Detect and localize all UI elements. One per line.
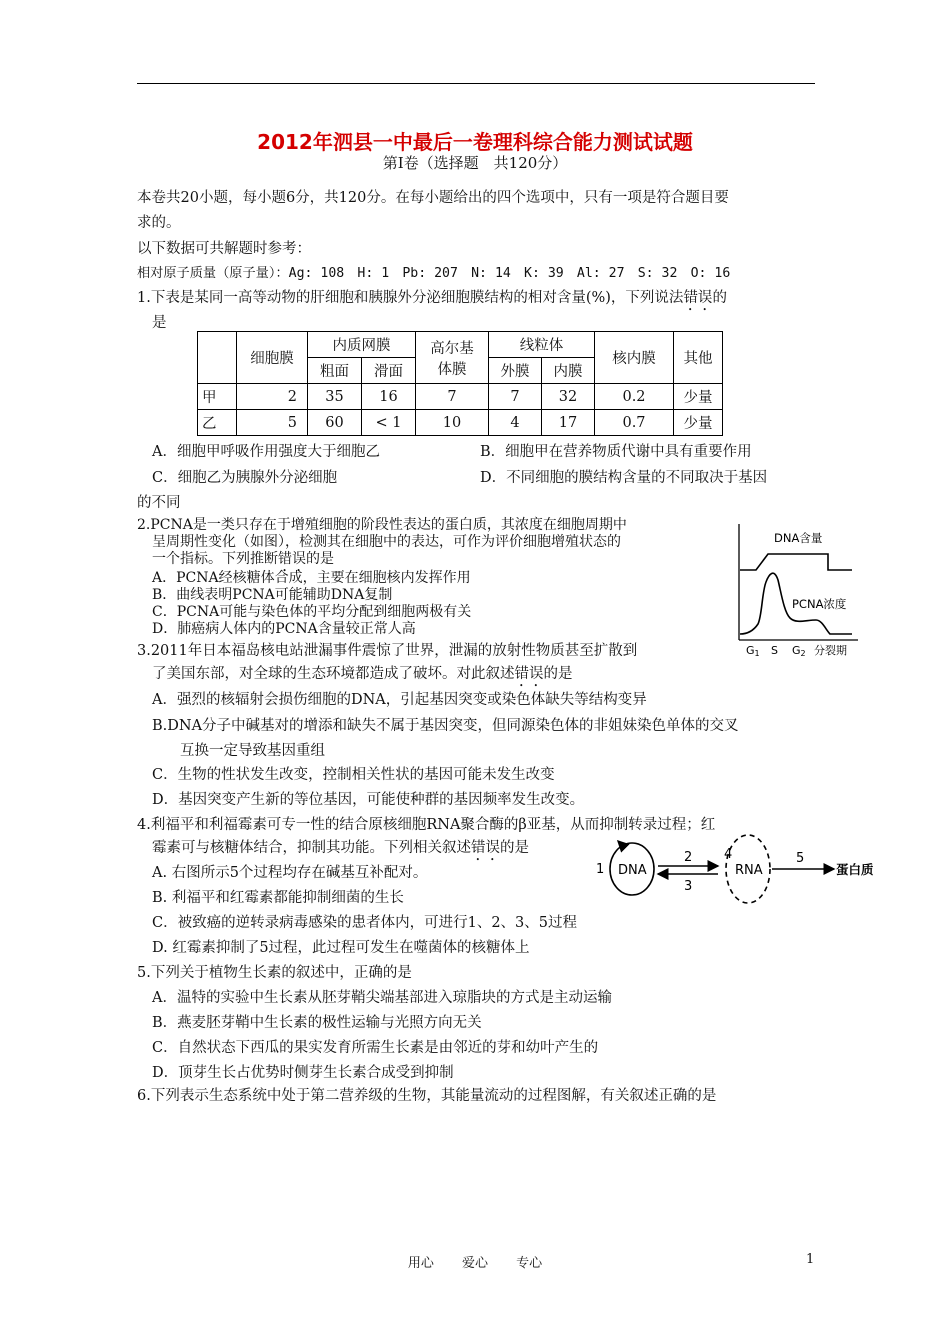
q4-stem-2: 霉素可与核糖体结合，抑制其功能。下列相关叙述错误的是 xyxy=(152,840,529,856)
central-dogma-figure xyxy=(588,832,878,906)
header-er: 内质网膜 xyxy=(308,332,416,358)
pcna-figure xyxy=(732,520,862,660)
q1-option-d-cont: 的不同 xyxy=(137,495,181,511)
header-inner: 内膜 xyxy=(542,358,595,384)
table-row: 甲 2 35 16 7 7 32 0.2 少量 xyxy=(198,384,723,410)
header-nuclear: 核内膜 xyxy=(595,332,674,384)
s-label: S xyxy=(771,644,778,657)
page-footer: 用心 爱心 专心 xyxy=(407,1256,543,1271)
q2-stem-1: 2.PCNA是一类只存在于增殖细胞的阶段性表达的蛋白质，其浓度在细胞周期中 xyxy=(137,517,627,533)
phase-label: 分裂期 xyxy=(814,644,847,657)
dna-content-label: DNA含量 xyxy=(774,531,823,545)
protein-label: 蛋白质 xyxy=(836,862,874,877)
q2-option-d: D．肺癌病人体内的PCNA含量较正常人高 xyxy=(152,621,416,637)
header-rule xyxy=(137,83,815,84)
table-row: 乙 5 60 < 1 10 4 17 0.7 少量 xyxy=(198,410,723,436)
q2-stem-3: 一个指标。下列推断错误的是 xyxy=(152,551,334,567)
q4-option-b: B. 利福平和红霉素都能抑制细菌的生长 xyxy=(152,890,404,906)
process-4-label: 4 xyxy=(724,847,733,862)
membrane-table xyxy=(197,331,723,436)
atomic-mass-line: 相对原子质量（原子量）：Ag: 108 H: 1 Pb: 207 N: 14 K: 39 Al: 27 S: 32 O: 16 xyxy=(137,266,731,281)
q1-option-d: D．不同细胞的膜结构含量的不同取决于基因 xyxy=(480,470,768,486)
intro-line-1: 本卷共20小题，每小题6分，共120分。在每小题给出的四个选项中，只有一项是符合题目要 xyxy=(137,190,729,206)
header-mito: 线粒体 xyxy=(489,332,595,358)
q4-option-c: C．被致癌的逆转录病毒感染的患者体内，可进行1、2、3、5过程 xyxy=(152,915,577,931)
section-subtitle: 第Ⅰ卷（选择题 共120分） xyxy=(382,154,568,172)
pcna-label: PCNA浓度 xyxy=(792,597,847,611)
g2-label: G2 xyxy=(792,644,806,658)
intro-line-2: 求的。 xyxy=(137,215,181,231)
q1-option-a: A．细胞甲呼吸作用强度大于细胞乙 xyxy=(152,444,380,460)
dna-label: DNA xyxy=(618,863,647,878)
q3-option-b: B.DNA分子中碱基对的增添和缺失不属于基因突变，但同源染色体的非姐妹染色单体的交叉 xyxy=(152,718,739,734)
q2-option-c: C．PCNA可能与染色体的平均分配到细胞两极有关 xyxy=(152,604,472,620)
header-outer: 外膜 xyxy=(489,358,542,384)
header-other: 其他 xyxy=(674,332,723,384)
q5-option-d: D．顶芽生长占优势时侧芽生长素合成受到抑制 xyxy=(152,1065,454,1081)
q6-stem: 6.下列表示生态系统中处于第二营养级的生物，其能量流动的过程图解，有关叙述正确的是 xyxy=(137,1088,717,1104)
q1-option-c: C．细胞乙为胰腺外分泌细胞 xyxy=(152,470,338,486)
page-number: 1 xyxy=(806,1252,815,1267)
q3-option-a: A．强烈的核辐射会损伤细胞的DNA，引起基因突变或染色体缺失等结构变异 xyxy=(152,692,647,708)
process-2-label: 2 xyxy=(684,850,693,865)
process-5-label: 5 xyxy=(796,851,805,866)
header-cell-membrane: 细胞膜 xyxy=(237,332,308,384)
q4-stem-1: 4.利福平和利福霉素可专一性的结合原核细胞RNA聚合酶的β亚基，从而抑制转录过程；红 xyxy=(137,817,716,833)
q5-option-c: C．自然状态下西瓜的果实发育所需生长素是由邻近的芽和幼叶产生的 xyxy=(152,1040,599,1056)
q3-option-c: C．生物的性状发生改变，控制相关性状的基因可能未发生改变 xyxy=(152,767,555,783)
q3-stem-2: 了美国东部，对全球的生态环境都造成了破坏。对此叙述错误的是 xyxy=(152,666,573,682)
q5-option-b: B．燕麦胚芽鞘中生长素的极性运输与光照方向无关 xyxy=(152,1015,482,1031)
q3-stem-1: 3.2011年日本福岛核电站泄漏事件震惊了世界，泄漏的放射性物质甚至扩散到 xyxy=(137,643,638,659)
dna-curve xyxy=(740,554,852,570)
header-rough: 粗面 xyxy=(308,358,362,384)
q1-stem: 1.下表是某同一高等动物的肝细胞和胰腺外分泌细胞膜结构的相对含量(%)，下列说法错误的 xyxy=(137,290,727,306)
header-golgi: 高尔基 体膜 xyxy=(416,332,489,384)
rna-label: RNA xyxy=(735,863,763,878)
page-title: 2012年泗县一中最后一卷理科综合能力测试试题 xyxy=(257,130,693,154)
q2-option-a: A．PCNA经核糖体合成，主要在细胞核内发挥作用 xyxy=(152,570,471,586)
q5-stem: 5.下列关于植物生长素的叙述中，正确的是 xyxy=(137,965,412,981)
process-3-label: 3 xyxy=(684,879,693,894)
q3-option-d: D．基因突变产生新的等位基因，可能使种群的基因频率发生改变。 xyxy=(152,792,585,808)
q4-option-d: D. 红霉素抑制了5过程，此过程可发生在噬菌体的核糖体上 xyxy=(152,940,530,956)
data-note: 以下数据可共解题时参考： xyxy=(137,241,311,257)
q1-stem-2: 是 xyxy=(152,315,167,331)
q3-option-b-cont: 互换一定导致基因重组 xyxy=(180,743,325,759)
q2-option-b: B．曲线表明PCNA可能辅助DNA复制 xyxy=(152,587,393,603)
header-smooth: 滑面 xyxy=(362,358,416,384)
q1-option-b: B．细胞甲在营养物质代谢中具有重要作用 xyxy=(480,444,752,460)
process-1-label: 1 xyxy=(596,862,605,877)
g1-label: G1 xyxy=(746,644,760,658)
q2-stem-2: 呈周期性变化（如图），检测其在细胞中的表达，可作为评价细胞增殖状态的 xyxy=(152,534,621,550)
q5-option-a: A．温特的实验中生长素从胚芽鞘尖端基部进入琼脂块的方式是主动运输 xyxy=(152,990,612,1006)
q4-option-a: A. 右图所示5个过程均存在碱基互补配对。 xyxy=(152,865,428,881)
